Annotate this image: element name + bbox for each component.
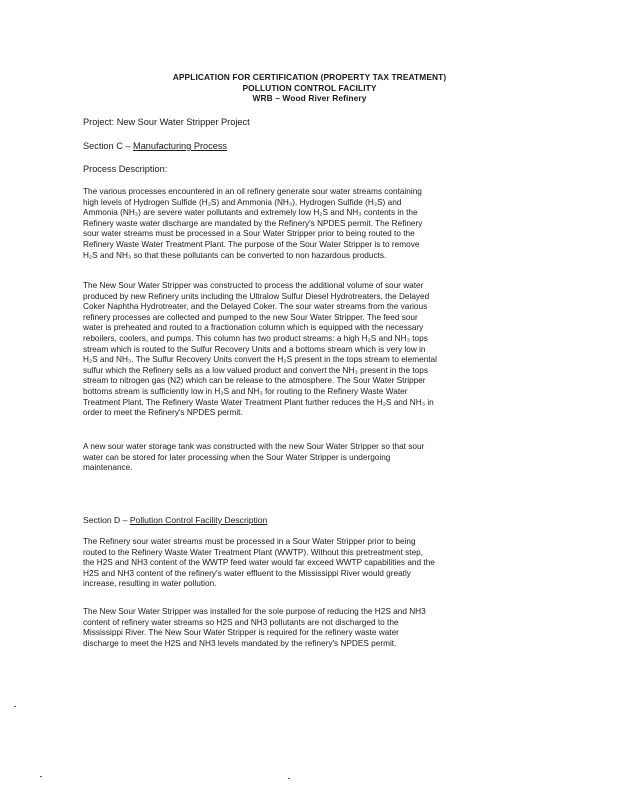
text-line: maintenance. [83,463,133,473]
section-d-title: Pollution Control Facility Description [129,515,268,525]
text-line: reboilers, coolers, and pumps. This column has two product streams: a high H₂S and NH₃ tops [83,333,428,343]
text-line: H₂S and NH₃. The Sulfur Recovery Units convert the H₂S present in the tops stream to elemental [83,355,437,365]
text-line: Ammonia (NH₃) are severe water pollutants and extremely low H₂S and NH₃ contents in the [83,208,418,218]
text-line: Refinery Waste Water Treatment Plant. The purpose of the Sour Water Stripper is to remove [83,239,420,249]
document-header [0,72,619,104]
text-line: The New Sour Water Stripper was installed for the sole purpose of reducing the H2S and NH3 [83,607,426,616]
text-line: The New Sour Water Stripper was constructed to process the additional volume of sour water [83,281,424,290]
text-line: bottoms stream is sufficiently low in H₂S and NH₃ for routing to the Refinery Waste Water [83,386,408,396]
paragraph-2 [83,281,538,419]
paragraph-4 [83,537,538,590]
text-line: The Refinery sour water streams must be processed in a Sour Water Stripper prior to being [83,537,416,546]
text-line: stream which is routed to the Sulfur Recovery Units and a bottoms stream which is very low in [83,344,426,354]
text-line: water is preheated and routed to a fractionation column which is equipped with the necessary [83,323,424,333]
text-line: The various processes encountered in an oil refinery generate sour water streams containing [83,187,422,196]
text-line: sulfur which the Refinery sells as a low valued product and convert the NH₃ present in the tops [83,365,428,375]
text-line: sour water streams must be processed in a Sour Water Stripper prior to being routed to the [83,229,415,239]
text-line: the H2S and NH3 content of the WWTP feed water would far exceed WWTP capabilities and the [83,558,435,568]
paragraph-1 [83,187,538,261]
process-description-label: Process Description: [83,164,168,174]
text-line: high levels of Hydrogen Sulfide (H₂S) and Ammonia (NH₃). Hydrogen Sulfide (H₂S) and [83,197,402,207]
section-c-heading [83,141,227,152]
text-line: discharge to meet the H2S and NH3 levels mandated by the refinery's NPDES permit. [83,638,397,648]
text-line: H2S and NH3 content of the refinery's water effluent to the Mississippi River would greatly [83,568,411,578]
paragraph-3 [83,442,538,474]
header-subtitle: POLLUTION CONTROL FACILITY [242,82,377,93]
paragraph-5 [83,607,538,649]
section-d-heading [83,515,267,526]
section-c-title: Manufacturing Process [133,141,228,151]
text-line: H₂S and NH₃ so that these pollutants can be converted to non hazardous products. [83,250,387,260]
text-line: stream to nitrogen gas (N2) which can be release to the atmosphere. The Sour Water Stripper [83,376,426,386]
project-line: Project: New Sour Water Stripper Project [83,117,250,127]
section-c-prefix: Section C – [83,141,134,151]
text-line: content of refinery water streams so H2S and NH3 pollutants are not discharged to the [83,617,399,627]
text-line: Treatment Plant. The Refinery Waste Water Treatment Plant further reduces the H₂S and NH₃ in [83,397,434,407]
scan-speck [14,706,16,707]
text-line: refinery processes are collected and pumped to the new Sour Water Stripper. The feed sour [83,312,418,322]
text-line: Mississippi River. The New Sour Water Stripper is required for the refinery waste water [83,628,399,638]
scan-speck [288,778,290,779]
scan-speck [40,776,42,777]
text-line: A new sour water storage tank was constructed with the new Sour Water Stripper so that sour [83,442,425,451]
text-line: produced by new Refinery units including the Ultralow Sulfur Diesel Hydrotreaters, the Delayed [83,291,430,301]
text-line: water can be stored for later processing when the Sour Water Stripper is undergoing [83,452,391,462]
header-title: APPLICATION FOR CERTIFICATION (PROPERTY TAX TREATMENT) [172,72,447,82]
text-line: Refinery waste water discharge are mandated by the Refinery's NPDES permit. The Refinery [83,218,423,228]
section-d-prefix: Section D – [83,515,130,525]
text-line: increase, resulting in water pollution. [83,579,217,589]
header-refinery: WRB – Wood River Refinery [252,93,367,104]
text-line: Coker Naphtha Hydrotreater, and the Delayed Coker. The sour water streams from the various [83,302,428,312]
text-line: order to meet the Refinery's NPDES permit. [83,408,243,418]
text-line: routed to the Refinery Waste Water Treatment Plant (WWTP). Without this pretreatment step, [83,547,424,557]
